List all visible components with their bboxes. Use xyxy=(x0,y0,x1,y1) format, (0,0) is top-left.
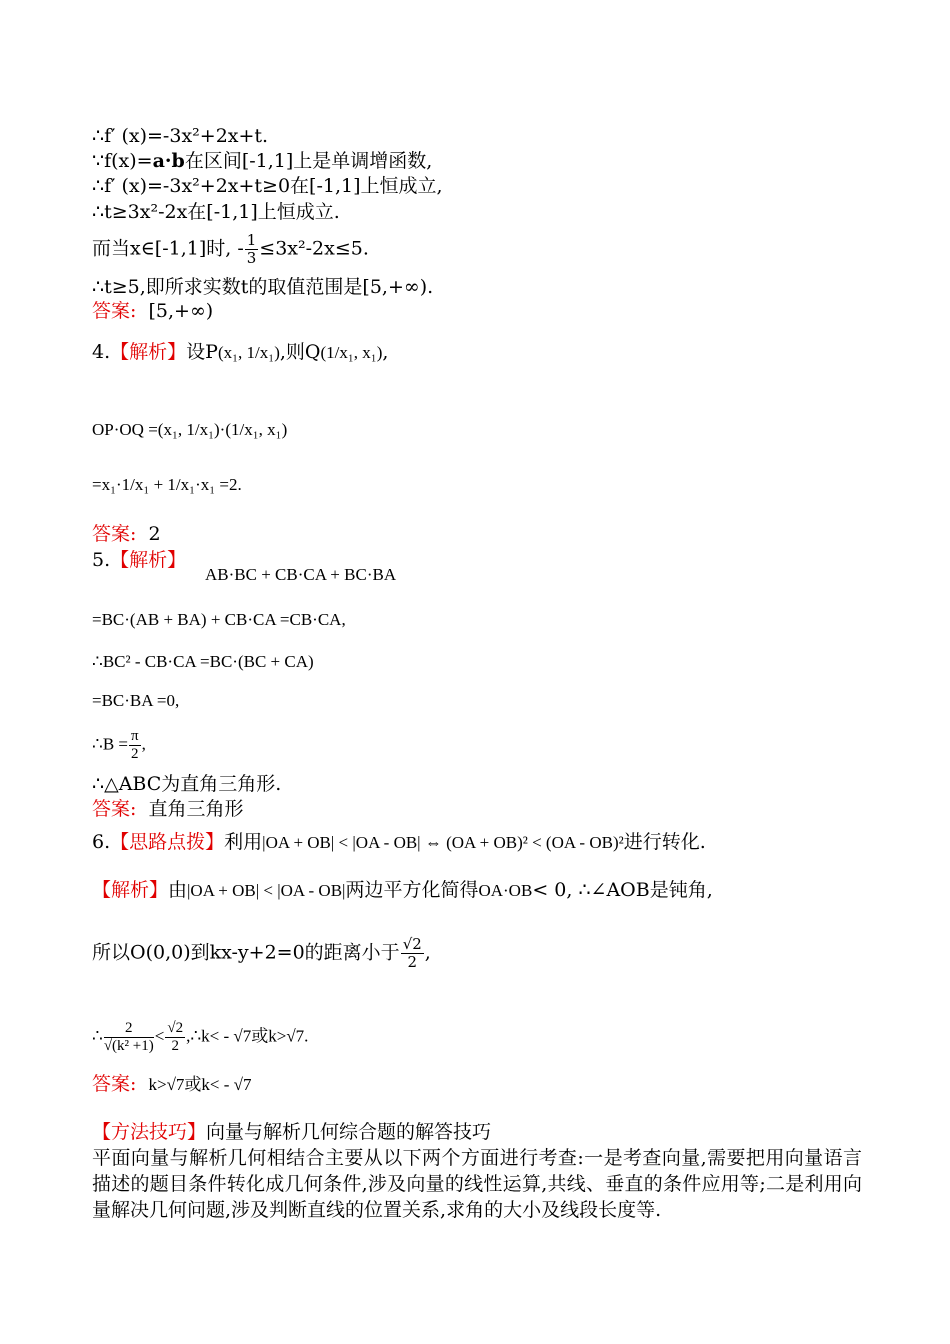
q5-equation-4 xyxy=(92,728,146,763)
text: 所以O(0,0)到kx-y+2=0的距离小于 xyxy=(92,941,400,964)
q5-equation-0: AB·BC + CB·CA + BC·BA xyxy=(205,565,397,584)
fraction xyxy=(129,728,141,763)
q5-conclusion: ∴△ABC为直角三角形. xyxy=(92,773,282,795)
numerator: √2 xyxy=(167,1020,184,1036)
text: ∵f(x)= xyxy=(92,150,153,172)
fraction xyxy=(401,936,424,971)
analysis-tag: 【解析】 xyxy=(92,879,169,901)
question-number: 6. xyxy=(92,831,111,853)
inequality: |OA + OB| < |OA - OB| xyxy=(187,881,346,900)
q6-analysis xyxy=(92,878,713,903)
text: ≤3x²-2x≤5. xyxy=(259,237,369,260)
analysis-tag: 【解析】 xyxy=(110,341,187,363)
fraction xyxy=(104,1020,154,1055)
q6-hint xyxy=(92,830,706,855)
denominator: 2 xyxy=(171,1038,179,1054)
answer-6 xyxy=(92,1072,252,1097)
hint-tag: 【思路点拨】 xyxy=(110,831,225,853)
text: 而当x∈[-1,1]时, - xyxy=(92,237,244,260)
answer-3 xyxy=(92,299,213,323)
text: ∴ xyxy=(92,1026,103,1046)
answer-label: 答案: xyxy=(92,300,137,322)
numerator: √2 xyxy=(402,935,422,953)
text: ,∴k< - √7或k>√7. xyxy=(186,1026,309,1046)
line-conclusion: ∴t≥5,即所求实数t的取值范围是[5,+∞). xyxy=(92,276,434,298)
q5-header xyxy=(92,548,186,572)
vector-product: a·b xyxy=(152,150,185,172)
answer-4 xyxy=(92,522,161,546)
dot-product: OA·OB xyxy=(478,881,533,900)
q6-equation xyxy=(92,1020,308,1055)
text: 设P xyxy=(186,341,218,363)
fraction xyxy=(165,1020,185,1055)
text: 在区间[-1,1]上是单调增函数, xyxy=(184,150,433,172)
line-monotone xyxy=(92,149,432,173)
q5-equation-1: =BC·(AB + BA) + CB·CA =CB·CA, xyxy=(92,610,346,629)
text: < xyxy=(154,1026,165,1046)
text: < 0, ∴∠AOB是钝角, xyxy=(532,879,713,901)
answer-value: 直角三角形 xyxy=(148,798,244,820)
method-title xyxy=(92,1120,491,1144)
answer-value: [5,+∞) xyxy=(148,300,214,322)
question-number: 5. xyxy=(92,549,111,571)
text: , xyxy=(141,734,146,754)
q4-equation-2: =x₁·1/x₁ + 1/x₁·x₁ =2. xyxy=(92,475,242,494)
method-body: 平面向量与解析几何相结合主要从以下两个方面进行考查:一是考查向量,需要把用向量语言描述的题目条件转化成几何条件,涉及向量的线性运算,共线、垂直的条件应用等;二是利用向量解决几何问题,涉及判断直线的位置关系,求角的大小及线段长度等. xyxy=(92,1147,862,1221)
denominator: 3 xyxy=(246,249,257,267)
answer-value: 2 xyxy=(148,523,161,545)
denominator: 2 xyxy=(407,953,418,971)
answer-label: 答案: xyxy=(92,523,137,545)
answer-value: k>√7或k< - √7 xyxy=(148,1075,252,1094)
line-t-bound: ∴t≥3x²-2x在[-1,1]上恒成立. xyxy=(92,201,340,223)
answer-5 xyxy=(92,797,244,821)
method-heading: 向量与解析几何综合题的解答技巧 xyxy=(206,1121,492,1143)
q4-equation-1: OP·OQ =(x₁, 1/x₁)·(1/x₁, x₁) xyxy=(92,420,288,439)
text: ,则Q xyxy=(279,341,321,363)
method-tag: 【方法技巧】 xyxy=(92,1121,207,1143)
q6-distance xyxy=(92,936,431,971)
inequality: |OA + OB| < |OA - OB| ⇔ (OA + OB)² < (OA - OB)² xyxy=(262,833,624,852)
q4-header xyxy=(92,340,388,365)
numerator: π xyxy=(131,728,139,744)
denominator: 2 xyxy=(131,746,139,762)
q5-equation-3: =BC·BA =0, xyxy=(92,691,180,710)
line-derivative: ∴f′ (x)=-3x²+2x+t. xyxy=(92,125,269,147)
numerator: 1 xyxy=(246,231,257,249)
text: 两边平方化简得 xyxy=(345,879,479,901)
numerator: 2 xyxy=(104,1020,154,1038)
question-number: 4. xyxy=(92,341,111,363)
q5-equation-2: ∴BC² - CB·CA =BC·(BC + CA) xyxy=(92,652,314,671)
text: 由 xyxy=(168,879,188,901)
fraction xyxy=(245,232,259,267)
line-range xyxy=(92,232,369,267)
point-q: (1/x₁, x₁) xyxy=(320,343,383,362)
point-p: (x₁, 1/x₁) xyxy=(217,343,280,362)
text: 进行转化. xyxy=(623,831,706,853)
text: , xyxy=(424,941,431,964)
line-nonneg: ∴f′ (x)=-3x²+2x+t≥0在[-1,1]上恒成立, xyxy=(92,175,443,197)
analysis-tag: 【解析】 xyxy=(110,549,187,571)
text: 利用 xyxy=(224,831,263,853)
denominator: √(k² +1) xyxy=(103,1038,154,1054)
answer-label: 答案: xyxy=(92,1073,137,1095)
text: , xyxy=(382,341,389,363)
answer-label: 答案: xyxy=(92,798,137,820)
text: ∴B = xyxy=(92,734,128,754)
